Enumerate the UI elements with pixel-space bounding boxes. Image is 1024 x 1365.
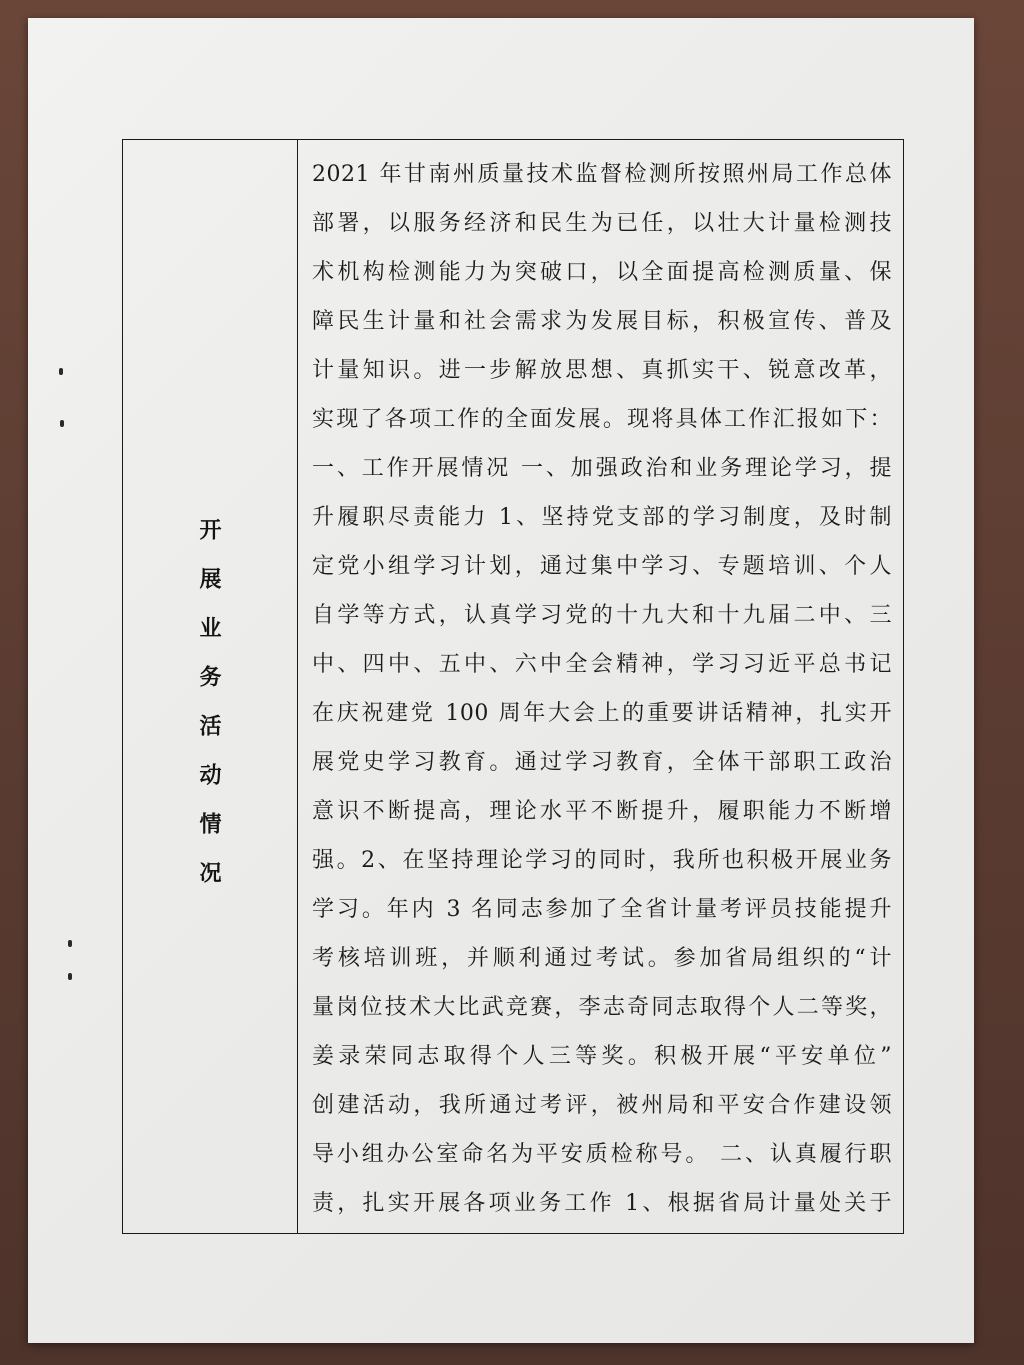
content-line: 在庆祝建党 100 周年大会上的重要讲话精神，扎实开 (312, 701, 892, 726)
content-line: 2021 年甘南州质量技术监督检测所按照州局工作总体 (312, 162, 892, 187)
content-line: 术机构检测能力为突破口，以全面提高检测质量、保 (312, 260, 892, 285)
content-line: 强。2、在坚持理论学习的同时，我所也积极开展业务 (312, 848, 892, 873)
content-line: 自学等方式，认真学习党的十九大和十九届二中、三 (312, 603, 892, 628)
content-line: 障民生计量和社会需求为发展目标，积极宣传、普及 (312, 309, 892, 334)
content-line: 导小组办公室命名为平安质检称号。 二、认真履行职 (312, 1142, 892, 1167)
content-line: 升履职尽责能力 1、坚持党支部的学习制度，及时制 (312, 505, 892, 530)
content-line: 部署，以服务经济和民生为已任，以壮大计量检测技 (312, 211, 892, 236)
content-line: 展党史学习教育。通过学习教育，全体干部职工政治 (312, 750, 892, 775)
content-line: 姜录荣同志取得个人三等奖。积极开展“平安单位” (312, 1044, 892, 1069)
content-line: 考核培训班，并顺利通过考试。参加省局组织的“计 (312, 946, 892, 971)
content-line: 实现了各项工作的全面发展。现将具体工作汇报如下： (312, 407, 892, 432)
content-cell (298, 140, 905, 1233)
content-line: 计量知识。进一步解放思想、真抓实干、锐意改革， (312, 358, 892, 383)
content-line: 学习。年内 3 名同志参加了全省计量考评员技能提升 (312, 897, 892, 922)
report-table (122, 139, 904, 1234)
content-line: 一、工作开展情况 一、加强政治和业务理论学习，提 (312, 456, 892, 481)
content-line: 意识不断提高，理论水平不断提升，履职能力不断增 (312, 799, 892, 824)
content-line: 中、四中、五中、六中全会精神，学习习近平总书记 (312, 652, 892, 677)
punch-hole-mark (59, 368, 63, 375)
content-line: 量岗位技术大比武竞赛，李志奇同志取得个人二等奖， (312, 995, 892, 1020)
row-label: 开展业务活动情况 (196, 518, 221, 910)
content-line: 责，扎实开展各项业务工作 1、根据省局计量处关于 (312, 1191, 892, 1216)
punch-hole-mark (60, 420, 64, 427)
document-page (28, 18, 974, 1343)
punch-hole-mark (68, 940, 72, 947)
punch-hole-mark (68, 973, 72, 980)
content-line: 创建活动，我所通过考评，被州局和平安合作建设领 (312, 1093, 892, 1118)
content-line: 定党小组学习计划，通过集中学习、专题培训、个人 (312, 554, 892, 579)
row-label-cell (123, 140, 298, 1233)
